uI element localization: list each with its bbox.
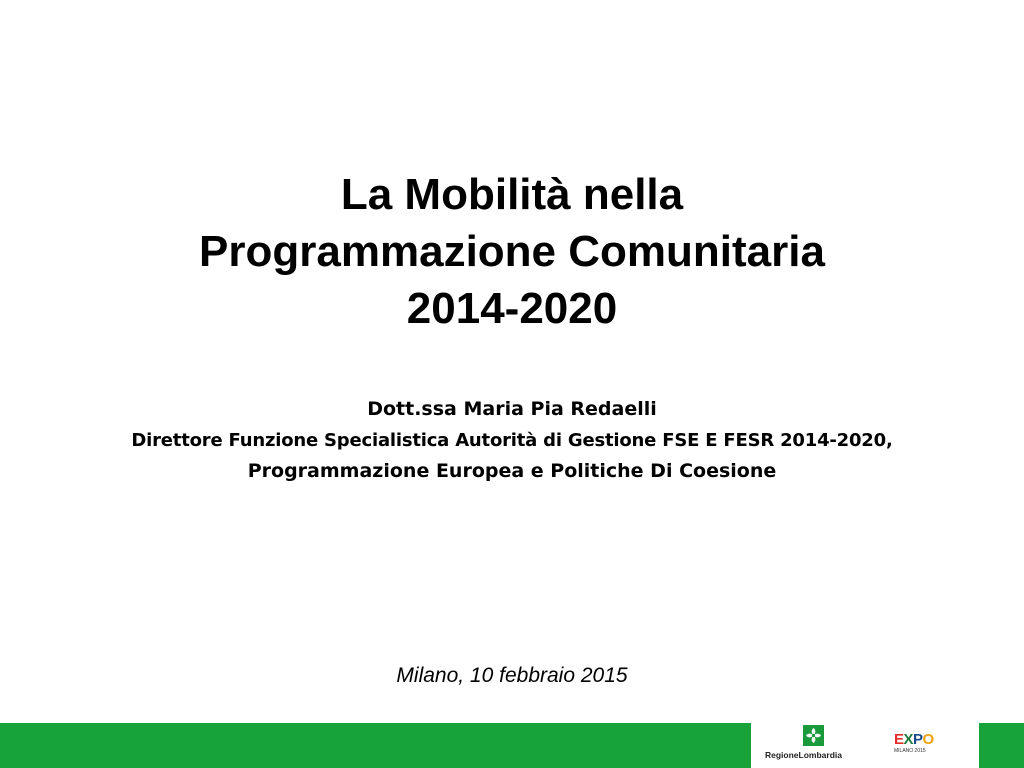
- title-line-1: La Mobilità nella: [340, 170, 684, 219]
- presenter-role-line-1: Direttore Funzione Specialistica Autorità di Gestione FSE E FESR 2014-2020,: [131, 430, 893, 451]
- title-line-3: 2014-2020: [406, 284, 618, 333]
- slide-title: [0, 166, 1024, 337]
- footer-logo-box: [751, 723, 979, 768]
- regione-lombardia-text: RegioneLombardia: [765, 750, 842, 760]
- lombardy-rose-icon: [803, 725, 824, 746]
- presenter-role-line-2: Programmazione Europea e Politiche Di Coesione: [247, 460, 777, 482]
- presentation-date: Milano, 10 febbraio 2015: [396, 664, 628, 687]
- regione-lombardia-logo: [763, 725, 853, 766]
- presenter-block: [0, 394, 1024, 487]
- presenter-name: Dott.ssa Maria Pia Redaelli: [367, 398, 657, 420]
- title-line-2: Programmazione Comunitaria: [199, 227, 825, 276]
- expo-milano-logo: [894, 732, 954, 764]
- expo-logo-word: EXPO: [894, 731, 934, 748]
- expo-logo-subtext: MILANO 2015: [894, 748, 926, 754]
